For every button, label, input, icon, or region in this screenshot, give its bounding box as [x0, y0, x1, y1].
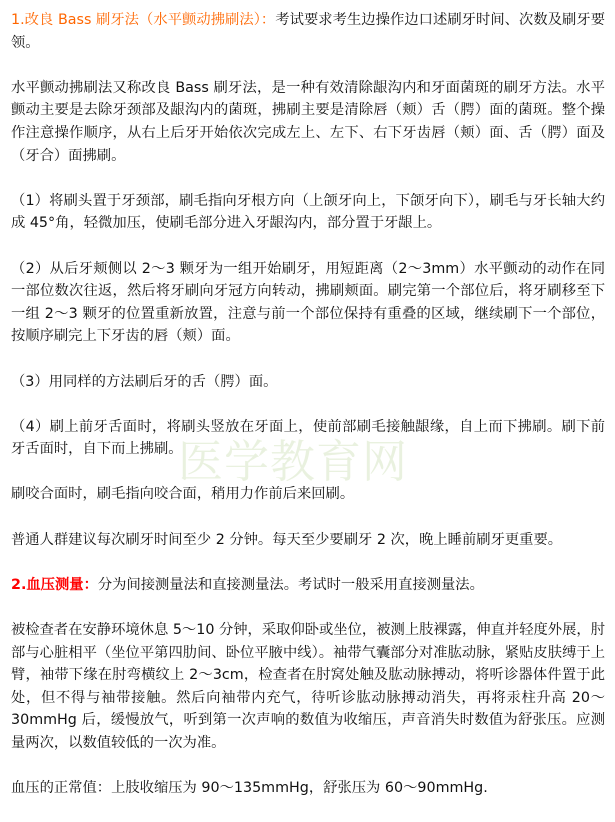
watermark: 医学教育网: [178, 435, 409, 488]
paragraph: （2）从后牙颊侧以 2～3 颗牙为一组开始刷牙，用短距离（2～3mm）水平颤动的动作在同一部位数次往返，然后将牙刷向牙冠方向转动，拂刷颊面。刷完第一个部位后，将牙刷移至下一组 2～3 颗牙的位置重新放置，注意与前一个部位保持有重叠的区域，继续刷下一个部位，按顺序刷完上下牙齿的唇（颊）面。: [11, 260, 605, 345]
document-body: [11, 9, 605, 822]
paragraph: 刷咬合面时，刷毛指向咬合面，稍用力作前后来回刷。: [11, 486, 355, 503]
section1-intro-paragraph: [11, 9, 605, 54]
paragraph: （3）用同样的方法刷后牙的舌（腭）面。: [11, 373, 278, 390]
paragraph: （1）将刷头置于牙颈部，刷毛指向牙根方向（上颌牙向上，下颌牙向下），刷毛与牙长轴大约成 45°角，轻微加压，使刷毛部分进入牙龈沟内，部分置于牙龈上。: [11, 192, 605, 232]
section1-heading: 1.改良 Bass 刷牙法（水平颤动拂刷法）：: [11, 12, 276, 28]
section1-intro: 考试要求考生边操作边口述刷牙时间、次数及刷牙要领。: [11, 12, 606, 51]
paragraph: 血压的正常值：上肢收缩压为 90～135mmHg，舒张压为 60～90mmHg.: [11, 780, 488, 797]
section2-intro: 分为间接测量法和直接测量法。考试时一般采用直接测量法。: [97, 576, 484, 593]
paragraph: （4）刷上前牙舌面时，将刷头竖放在牙面上，使前部刷毛接触龈缘，自上而下拂刷。刷下前牙舌面时，自下而上拂刷。: [11, 418, 605, 458]
section2-heading: 2.血压测量：: [11, 576, 98, 593]
paragraph: 水平颤动拂刷法又称改良 Bass 刷牙法，是一种有效清除龈沟内和牙面菌斑的刷牙方法。水平颤动主要是去除牙颈部及龈沟内的菌斑，拂刷主要是清除唇（颊）舌（腭）面的菌斑。整个操作注意操作顺序，从右上后牙开始依次完成左上、左下、右下牙齿唇（颊）面、舌（腭）面及（牙合）面拂刷。: [11, 79, 605, 164]
paragraph: 被检查者在安静环境休息 5～10 分钟，采取仰卧或坐位，被测上肢裸露，伸直并轻度外展，肘部与心脏相平（坐位平第四肋间、卧位平腋中线）。袖带气囊部分对准肱动脉，紧贴皮肤缚于上臂，袖带下缘在肘弯横纹上 2～3cm，检查者在肘窝处触及肱动脉搏动，将听诊器体件置于此处，但不得与袖带接触。然后向袖带内充气，待听诊肱动脉搏动消失，再将汞柱升高 20～30mmHg 后，缓慢放气，听到第一次声响的数值为收缩压，声音消失时数值为舒张压。应测量两次，以数值较低的一次为准。: [11, 622, 605, 751]
section2-intro-paragraph: [11, 574, 605, 597]
paragraph: 普通人群建议每次刷牙时间至少 2 分钟。每天至少要刷牙 2 次，晚上睡前刷牙更重要。: [11, 531, 563, 548]
